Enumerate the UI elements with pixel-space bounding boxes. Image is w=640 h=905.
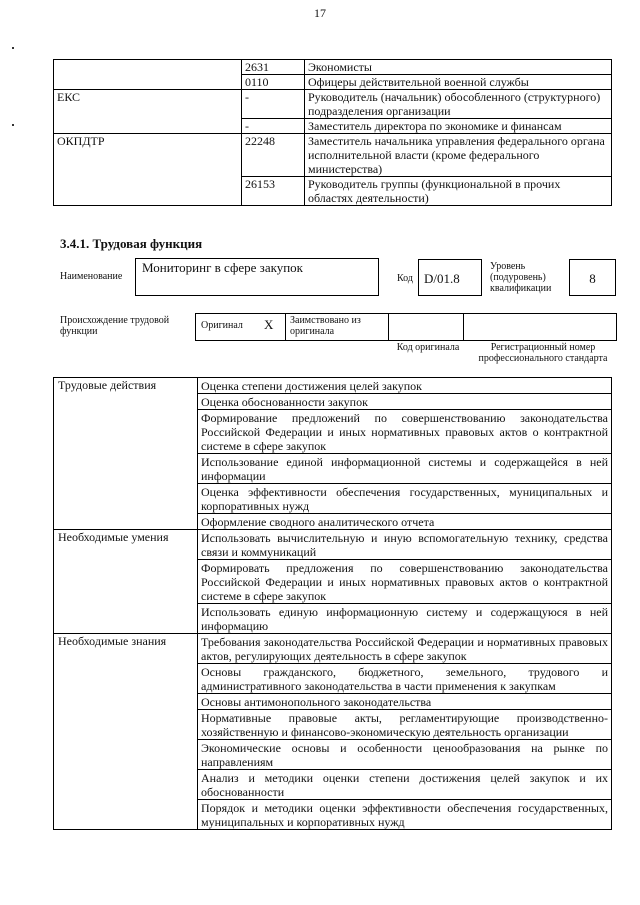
classification-code: 0110 (242, 75, 305, 90)
code-label: Код (397, 273, 413, 284)
level-box (569, 259, 616, 296)
classification-title: Экономисты (305, 60, 612, 75)
function-name: Мониторинг в сфере закупок (142, 260, 303, 275)
page-number: 17 (314, 6, 326, 20)
classification-code: - (242, 90, 305, 119)
competency-item: Требования законодательства Российской Федерации и нормативных правовых актов, регулирующих деятельность в сфере закупок (198, 634, 612, 664)
classification-code: 22248 (242, 134, 305, 177)
competency-item: Использовать вычислительную и иную вспомогательную технику, средства связи и коммуникаций (198, 530, 612, 560)
competency-row (54, 378, 612, 394)
original-mark: X (264, 317, 274, 332)
function-code: D/01.8 (424, 271, 460, 286)
origin-divider (388, 313, 389, 341)
function-code-box (418, 259, 482, 296)
competency-item: Формирование предложений по совершенствованию законодательства Российской Федерации и иных нормативных правовых актов о контрактной системе в сфере закупок (198, 410, 612, 454)
classification-name (54, 60, 242, 90)
competency-item: Нормативные правовые акты, регламентирующие производственно-хозяйственную и финансово-экономическую деятельность организации (198, 710, 612, 740)
original-code-caption: Код оригинала (396, 342, 460, 353)
classification-title: Офицеры действительной военной службы (305, 75, 612, 90)
origin-divider (285, 313, 286, 341)
competency-item: Экономические основы и особенности ценообразования на рынке по направлениям (198, 740, 612, 770)
competency-row (54, 530, 612, 560)
competency-group-title: Трудовые действия (54, 378, 198, 530)
competency-item: Анализ и методики оценки степени достижения целей закупок и их обоснованности (198, 770, 612, 800)
competency-item: Основы гражданского, бюджетного, земельного, трудового и административного законодательства в части применения к закупкам (198, 664, 612, 694)
scan-mark (12, 47, 14, 49)
borrowed-label: Заимствовано из оригинала (290, 315, 361, 337)
classification-code: 26153 (242, 177, 305, 206)
function-name-box (135, 258, 379, 296)
competency-item: Оценка эффективности обеспечения государственных, муниципальных и корпоративных нужд (198, 484, 612, 514)
competency-item: Порядок и методики оценки эффективности обеспечения государственных, муниципальных и корпоративных нужд (198, 800, 612, 830)
competency-table (53, 377, 612, 830)
classification-table (53, 59, 612, 206)
scan-mark (12, 124, 14, 126)
classification-name: ОКПДТР (54, 134, 242, 206)
competency-item: Основы антимонопольного законодательства (198, 694, 612, 710)
origin-box (195, 313, 617, 341)
classification-title: Руководитель группы (функциональной в прочих областях деятельности) (305, 177, 612, 206)
classification-title: Руководитель (начальник) обособленного (структурного) подразделения организации (305, 90, 612, 119)
competency-item: Оценка обоснованности закупок (198, 394, 612, 410)
name-label: Наименование (60, 271, 123, 282)
classification-row (54, 60, 612, 75)
competency-item: Формировать предложения по совершенствованию законодательства Российской Федерации и иных нормативных правовых актов о контрактной системе в сфере закупок (198, 560, 612, 604)
competency-item: Использовать единую информационную систему и содержащуюся в ней информацию (198, 604, 612, 634)
classification-name: ЕКС (54, 90, 242, 134)
original-label: Оригинал (201, 320, 243, 331)
competency-row (54, 634, 612, 664)
classification-row (54, 134, 612, 177)
classification-row (54, 90, 612, 119)
competency-group-title: Необходимые знания (54, 634, 198, 830)
origin-label: Происхождение трудовой функции (60, 315, 170, 337)
section-heading: 3.4.1. Трудовая функция (60, 236, 203, 251)
registration-number-caption: Регистрационный номер профессионального стандарта (478, 342, 608, 364)
competency-item: Оформление сводного аналитического отчета (198, 514, 612, 530)
level-label: Уровень (подуровень) квалификации (490, 261, 552, 294)
competency-group-title: Необходимые умения (54, 530, 198, 634)
competency-item: Использование единой информационной системы и содержащейся в ней информации (198, 454, 612, 484)
competency-item: Оценка степени достижения целей закупок (198, 378, 612, 394)
classification-code: - (242, 119, 305, 134)
level-value: 8 (589, 271, 596, 286)
origin-divider (463, 313, 464, 341)
classification-title: Заместитель начальника управления федерального органа исполнительной власти (кроме федерального министерства) (305, 134, 612, 177)
classification-title: Заместитель директора по экономике и финансам (305, 119, 612, 134)
classification-code: 2631 (242, 60, 305, 75)
